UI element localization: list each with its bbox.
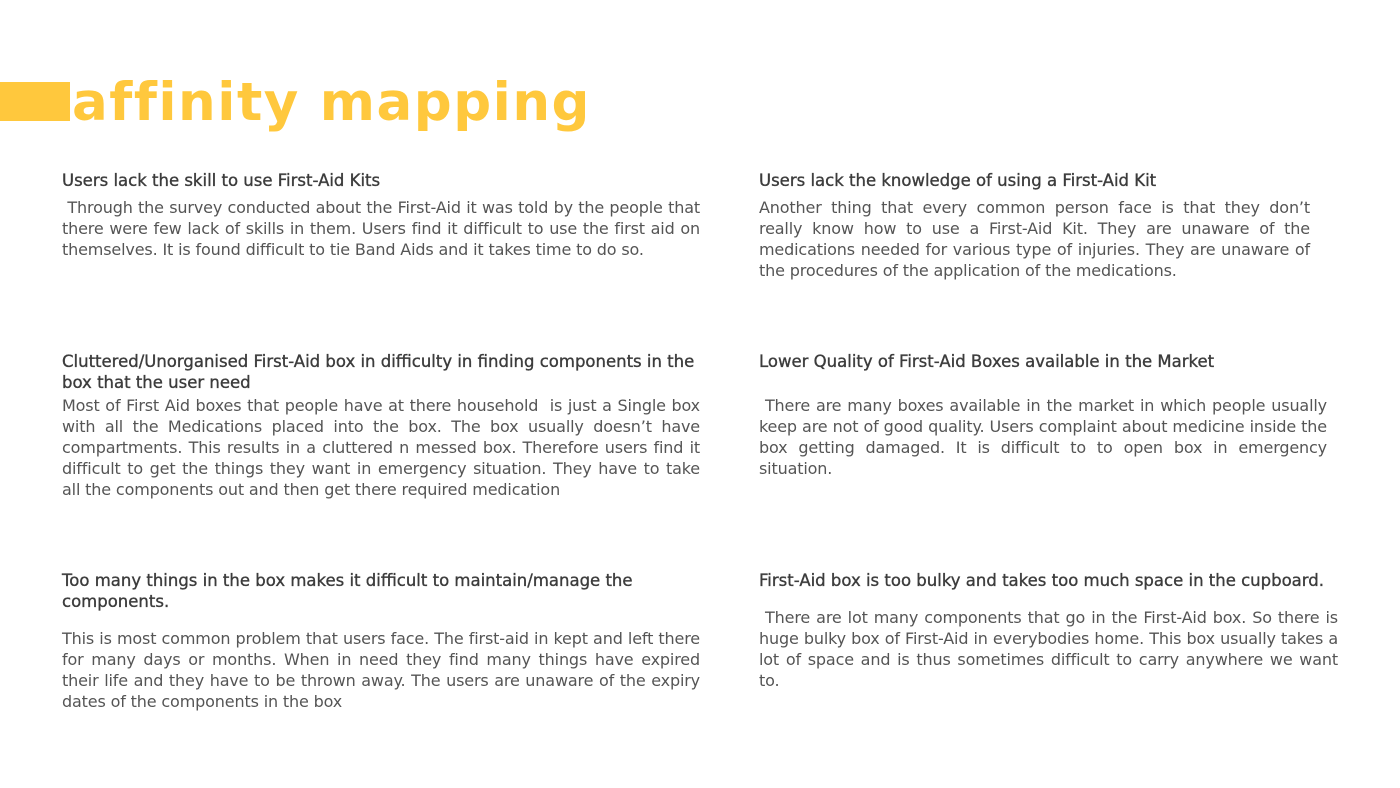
- note-body: There are lot many components that go in the First-Aid box. So there is huge bulky box of First-Aid in everybodies home. This box usually takes a lot of space and is thus sometimes difficult to carry anywhere we want to.: [759, 608, 1343, 690]
- affinity-note-bulky-box: [759, 570, 1343, 691]
- note-body: This is most common problem that users face. The first-aid in kept and left there for many days or months. When in need they find many things have expired their life and they have to be thrown away. The users are unaware of the expiry dates of the components in the box: [62, 629, 705, 711]
- note-heading: Cluttered/Unorganised First-Aid box in difficulty in finding components in the box that the user need: [62, 352, 695, 392]
- note-heading: Lower Quality of First-Aid Boxes available in the Market: [759, 352, 1215, 371]
- note-body: Through the survey conducted about the First-Aid it was told by the people that there were few lack of skills in them. Users find it difficult to use the first aid on themselves. It is found difficult to tie Band Aids and it takes time to do so.: [62, 198, 705, 259]
- note-heading: Too many things in the box makes it difficult to maintain/manage the components.: [62, 571, 633, 611]
- note-heading: Users lack the skill to use First-Aid Kits: [62, 171, 381, 190]
- note-body: Another thing that every common person face is that they don’t really know how to use a First-Aid Kit. They are unaware of the medications needed for various type of injuries. They are unaware of the procedures of the application of the medications.: [759, 198, 1315, 280]
- title-accent-bar: [0, 82, 70, 121]
- note-heading: First-Aid box is too bulky and takes too much space in the cupboard.: [759, 571, 1324, 590]
- affinity-note-maintenance: [62, 570, 705, 712]
- affinity-note-cluttered-box: [62, 351, 705, 500]
- affinity-note-skill: [62, 170, 705, 260]
- note-body: Most of First Aid boxes that people have at there household is just a Single box with all the Medications placed into the box. The box usually doesn’t have compartments. This results in a cluttered n messed box. Therefore users find it difficult to get the things they want in emergency situation. They have to take all the components out and then get there required medication: [62, 396, 705, 499]
- note-body: There are many boxes available in the market in which people usually keep are not of good quality. Users complaint about medicine inside the box getting damaged. It is difficult to to open box in emergency situation.: [759, 396, 1332, 478]
- affinity-note-knowledge: [759, 170, 1315, 281]
- affinity-note-low-quality: [759, 351, 1332, 479]
- page-title: affinity mapping: [72, 72, 591, 133]
- note-heading: Users lack the knowledge of using a First-Aid Kit: [759, 171, 1157, 190]
